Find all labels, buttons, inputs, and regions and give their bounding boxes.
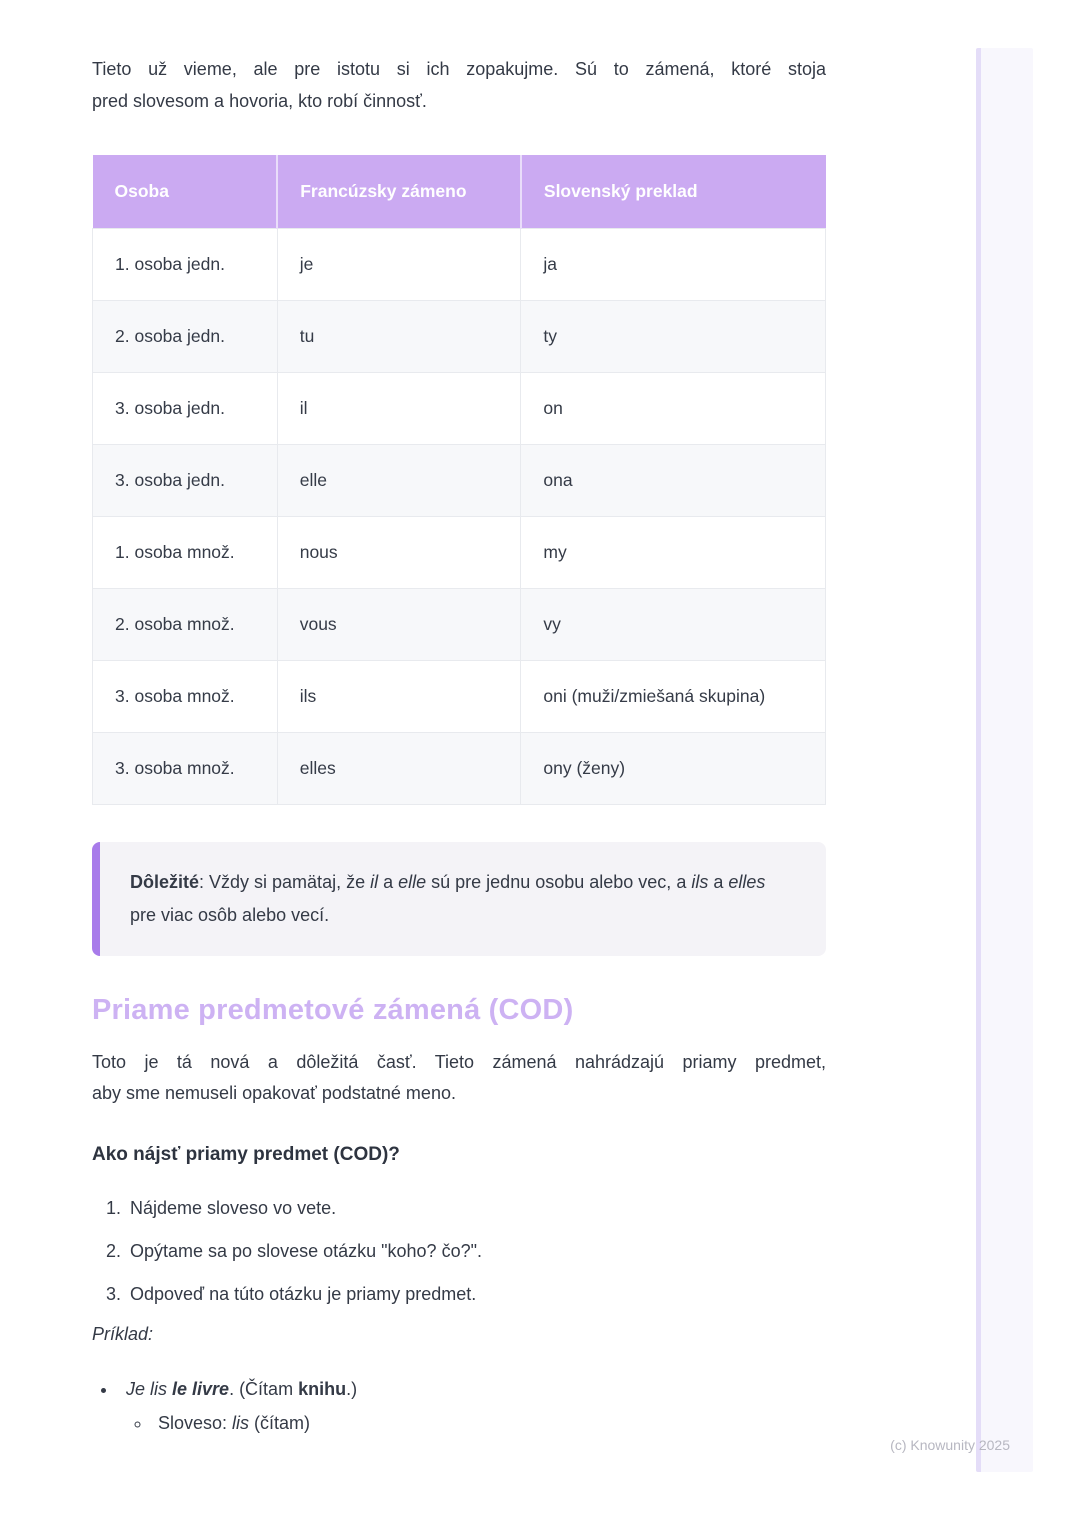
text-segment: a — [378, 871, 399, 892]
table-cell: nous — [277, 516, 521, 588]
cod-step-2: 2. Opýtame sa po slovese otázku "koho? čo?". — [126, 1237, 826, 1265]
table-row — [93, 660, 826, 732]
cod-step-3: 3. Odpoveď na túto otázku je priamy predmet. — [126, 1280, 826, 1308]
table-cell: 3. osoba jedn. — [93, 372, 278, 444]
table-cell: 2. osoba množ. — [93, 588, 278, 660]
table-cell: 2. osoba jedn. — [93, 300, 278, 372]
table-cell: ona — [521, 444, 826, 516]
text-segment: il — [370, 871, 379, 892]
table-cell: 1. osoba množ. — [93, 516, 278, 588]
table-row — [93, 516, 826, 588]
table-cell: 1. osoba jedn. — [93, 228, 278, 300]
cod-intro-paragraph — [92, 1047, 826, 1110]
text-segment: elle — [398, 871, 427, 892]
table-cell: ja — [521, 228, 826, 300]
table-row — [93, 372, 826, 444]
page-edge-bar — [976, 48, 1033, 1472]
text-segment: . (Čítam — [229, 1378, 299, 1399]
example-sub-list — [126, 1409, 826, 1437]
section-title-cod: Priame predmetové zámená (COD) — [92, 993, 574, 1026]
column-header-francuzsky-zameno: Francúzsky zámeno — [277, 155, 521, 228]
table-cell: tu — [277, 300, 521, 372]
text-segment: Dôležité — [130, 871, 200, 892]
table-cell: elle — [277, 444, 521, 516]
text-segment: lis — [232, 1412, 250, 1433]
table-cell: il — [277, 372, 521, 444]
cod-intro-line-1: Toto je tá nová a dôležitá časť. Tieto zámená nahrádzajú priamy predmet, — [92, 1051, 826, 1072]
cod-step-1: 1. Nájdeme sloveso vo vete. — [126, 1194, 826, 1222]
text-segment: a — [708, 871, 729, 892]
table-cell: 3. osoba jedn. — [93, 444, 278, 516]
text-segment: pre viac osôb alebo vecí. — [130, 904, 330, 925]
intro-line-1: Tieto už vieme, ale pre istotu si ich zopakujme. Sú to zámená, ktoré stoja — [92, 59, 826, 79]
table-cell: oni (muži/zmiešaná skupina) — [521, 660, 826, 732]
text-segment: : Vždy si pamätaj, že — [199, 871, 371, 892]
table-cell: ils — [277, 660, 521, 732]
table-cell: 3. osoba množ. — [93, 732, 278, 804]
table-row — [93, 588, 826, 660]
example-sentence-text — [126, 1379, 357, 1399]
copyright-notice: (c) Knowunity 2025 — [890, 1437, 1010, 1453]
table-cell: ony (ženy) — [521, 732, 826, 804]
table-cell: vous — [277, 588, 521, 660]
how-to-find-cod-heading: Ako nájsť priamy predmet (COD)? — [92, 1143, 400, 1165]
text-segment: sú pre jednu osobu alebo vec, a — [426, 871, 692, 892]
table-row — [93, 732, 826, 804]
important-callout — [92, 842, 826, 956]
cod-steps-list — [92, 1194, 826, 1308]
pronoun-table-header — [93, 155, 826, 228]
text-segment: Je lis — [126, 1378, 173, 1399]
table-cell: je — [277, 228, 521, 300]
table-cell: elles — [277, 732, 521, 804]
table-row — [93, 444, 826, 516]
pronoun-table — [92, 155, 826, 805]
example-verb-note-text — [158, 1413, 310, 1433]
table-row — [93, 228, 826, 300]
example-verb-note — [152, 1409, 826, 1437]
table-cell: 3. osoba množ. — [93, 660, 278, 732]
intro-line-2: pred slovesom a hovoria, kto robí činnosť. — [92, 90, 427, 111]
text-segment: Sloveso: — [158, 1412, 233, 1433]
column-header-osoba: Osoba — [93, 155, 278, 228]
table-cell: ty — [521, 300, 826, 372]
example-list — [92, 1375, 826, 1437]
text-segment: (čítam) — [249, 1412, 311, 1433]
intro-paragraph — [92, 54, 826, 117]
document-content — [92, 0, 826, 1437]
table-cell: my — [521, 516, 826, 588]
example-label: Príklad: — [92, 1323, 154, 1344]
table-row — [93, 300, 826, 372]
text-segment: le livre — [172, 1378, 230, 1399]
table-cell: vy — [521, 588, 826, 660]
column-header-slovensky-preklad: Slovenský preklad — [521, 155, 826, 228]
text-segment: knihu — [298, 1378, 347, 1399]
example-sentence — [118, 1375, 826, 1437]
important-callout-text — [130, 872, 765, 925]
table-cell: on — [521, 372, 826, 444]
pronoun-table-body — [93, 228, 826, 804]
text-segment: ils — [691, 871, 709, 892]
text-segment: elles — [728, 871, 766, 892]
text-segment: .) — [346, 1378, 358, 1399]
cod-intro-line-2: aby sme nemuseli opakovať podstatné meno. — [92, 1083, 456, 1103]
